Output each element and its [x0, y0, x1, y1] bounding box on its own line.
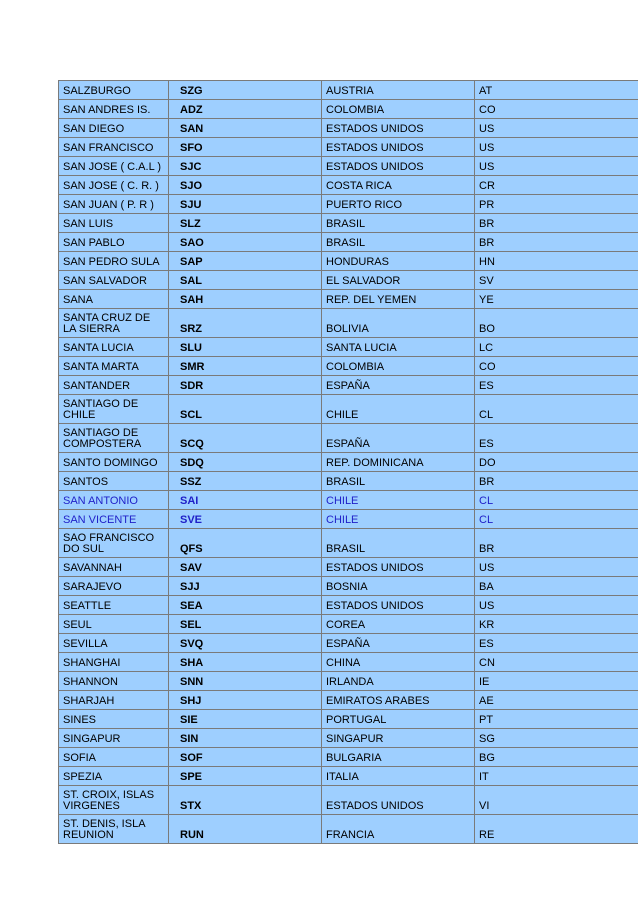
city-cell: SHANGHAI: [59, 653, 169, 672]
country-cell: ESTADOS UNIDOS: [322, 119, 475, 138]
iso-code-cell: BO: [475, 309, 638, 338]
airport-code-cell: SMR: [169, 357, 322, 376]
airport-code-cell: SJU: [169, 195, 322, 214]
iso-code-cell: DO: [475, 453, 638, 472]
city-cell: SINES: [59, 710, 169, 729]
country-cell: COLOMBIA: [322, 100, 475, 119]
city-cell: ST. CROIX, ISLAS VIRGENES: [59, 786, 169, 815]
city-cell: SAN JOSE ( C. R. ): [59, 176, 169, 195]
city-cell: SANTIAGO DE CHILE: [59, 395, 169, 424]
city-cell: SANTANDER: [59, 376, 169, 395]
airport-code-cell: RUN: [169, 815, 322, 844]
airport-code-cell: SAO: [169, 233, 322, 252]
city-cell: SANTO DOMINGO: [59, 453, 169, 472]
airport-code-cell: SAL: [169, 271, 322, 290]
table-row: [59, 615, 638, 634]
country-cell: BRASIL: [322, 233, 475, 252]
airport-code-cell: SRZ: [169, 309, 322, 338]
city-cell: SAN ANDRES IS.: [59, 100, 169, 119]
country-cell: FRANCIA: [322, 815, 475, 844]
city-cell: SALZBURGO: [59, 81, 169, 100]
iso-code-cell: BA: [475, 577, 638, 596]
country-cell: ESTADOS UNIDOS: [322, 596, 475, 615]
country-cell: CHILE: [322, 510, 475, 529]
airport-code-cell: SSZ: [169, 472, 322, 491]
table-row: [59, 577, 638, 596]
iso-code-cell: CL: [475, 395, 638, 424]
country-cell: ESPAÑA: [322, 376, 475, 395]
city-cell: SAN JUAN ( P. R ): [59, 195, 169, 214]
country-cell: BRASIL: [322, 529, 475, 558]
iso-code-cell: CO: [475, 100, 638, 119]
table-row: [59, 691, 638, 710]
iso-code-cell: US: [475, 119, 638, 138]
iso-code-cell: HN: [475, 252, 638, 271]
city-cell: SAN FRANCISCO: [59, 138, 169, 157]
table-row: [59, 357, 638, 376]
table-row: [59, 815, 638, 844]
city-cell: SHARJAH: [59, 691, 169, 710]
iso-code-cell: KR: [475, 615, 638, 634]
city-cell: SAN VICENTE: [59, 510, 169, 529]
airport-code-cell: STX: [169, 786, 322, 815]
city-cell: SANTA MARTA: [59, 357, 169, 376]
city-cell: SPEZIA: [59, 767, 169, 786]
airport-code-cell: SIE: [169, 710, 322, 729]
airport-code-cell: SLU: [169, 338, 322, 357]
airport-code-cell: SHJ: [169, 691, 322, 710]
country-cell: REP. DEL YEMEN: [322, 290, 475, 309]
airport-code-cell: SAP: [169, 252, 322, 271]
city-cell: SANA: [59, 290, 169, 309]
airport-code-cell: QFS: [169, 529, 322, 558]
country-cell: HONDURAS: [322, 252, 475, 271]
city-cell: SEUL: [59, 615, 169, 634]
airport-code-cell: SDR: [169, 376, 322, 395]
city-cell: SEATTLE: [59, 596, 169, 615]
iso-code-cell: BR: [475, 529, 638, 558]
table-row: [59, 786, 638, 815]
iso-code-cell: AE: [475, 691, 638, 710]
iso-code-cell: US: [475, 596, 638, 615]
airport-code-cell: ADZ: [169, 100, 322, 119]
country-cell: ESTADOS UNIDOS: [322, 157, 475, 176]
city-cell: SAVANNAH: [59, 558, 169, 577]
city-cell: SAN DIEGO: [59, 119, 169, 138]
iso-code-cell: CR: [475, 176, 638, 195]
country-cell: EMIRATOS ARABES: [322, 691, 475, 710]
country-cell: SINGAPUR: [322, 729, 475, 748]
country-cell: CHINA: [322, 653, 475, 672]
city-cell: SANTIAGO DE COMPOSTERA: [59, 424, 169, 453]
city-cell: SARAJEVO: [59, 577, 169, 596]
country-cell: PORTUGAL: [322, 710, 475, 729]
table-row: [59, 338, 638, 357]
table-row: [59, 176, 638, 195]
country-cell: ESTADOS UNIDOS: [322, 558, 475, 577]
city-cell: SAN JOSE ( C.A.L ): [59, 157, 169, 176]
airport-code-cell: SEA: [169, 596, 322, 615]
iso-code-cell: BR: [475, 472, 638, 491]
airport-codes-table: [58, 80, 638, 844]
iso-code-cell: BR: [475, 233, 638, 252]
iso-code-cell: LC: [475, 338, 638, 357]
airport-code-cell: SAI: [169, 491, 322, 510]
airport-code-cell: SAN: [169, 119, 322, 138]
table-row: [59, 529, 638, 558]
country-cell: COLOMBIA: [322, 357, 475, 376]
iso-code-cell: ES: [475, 424, 638, 453]
city-cell: SAN PEDRO SULA: [59, 252, 169, 271]
airport-code-cell: SOF: [169, 748, 322, 767]
city-cell: SAN SALVADOR: [59, 271, 169, 290]
country-cell: REP. DOMINICANA: [322, 453, 475, 472]
city-cell: SEVILLA: [59, 634, 169, 653]
iso-code-cell: SG: [475, 729, 638, 748]
table-body: [59, 81, 638, 844]
iso-code-cell: US: [475, 138, 638, 157]
table-row: [59, 252, 638, 271]
table-row: [59, 672, 638, 691]
city-cell: SANTA LUCIA: [59, 338, 169, 357]
table-row: [59, 729, 638, 748]
airport-code-cell: SZG: [169, 81, 322, 100]
country-cell: CHILE: [322, 395, 475, 424]
country-cell: ESTADOS UNIDOS: [322, 786, 475, 815]
table-row: [59, 309, 638, 338]
iso-code-cell: IE: [475, 672, 638, 691]
country-cell: COREA: [322, 615, 475, 634]
table-row: [59, 510, 638, 529]
city-cell: SAN ANTONIO: [59, 491, 169, 510]
country-cell: BOLIVIA: [322, 309, 475, 338]
city-cell: SINGAPUR: [59, 729, 169, 748]
city-cell: SAO FRANCISCO DO SUL: [59, 529, 169, 558]
country-cell: SANTA LUCIA: [322, 338, 475, 357]
city-cell: SANTA CRUZ DE LA SIERRA: [59, 309, 169, 338]
country-cell: ESTADOS UNIDOS: [322, 138, 475, 157]
airport-code-cell: SEL: [169, 615, 322, 634]
country-cell: PUERTO RICO: [322, 195, 475, 214]
iso-code-cell: US: [475, 157, 638, 176]
table-row: [59, 119, 638, 138]
country-cell: BRASIL: [322, 472, 475, 491]
airport-code-cell: SAH: [169, 290, 322, 309]
airport-code-cell: SLZ: [169, 214, 322, 233]
iso-code-cell: YE: [475, 290, 638, 309]
table-row: [59, 767, 638, 786]
city-cell: SOFIA: [59, 748, 169, 767]
table-row: [59, 653, 638, 672]
city-cell: SHANNON: [59, 672, 169, 691]
table-row: [59, 453, 638, 472]
airport-code-cell: SJO: [169, 176, 322, 195]
iso-code-cell: CL: [475, 491, 638, 510]
country-cell: ESPAÑA: [322, 634, 475, 653]
table-row: [59, 100, 638, 119]
airport-code-cell: SFO: [169, 138, 322, 157]
country-cell: COSTA RICA: [322, 176, 475, 195]
iso-code-cell: BG: [475, 748, 638, 767]
country-cell: BULGARIA: [322, 748, 475, 767]
table-row: [59, 395, 638, 424]
iso-code-cell: CL: [475, 510, 638, 529]
table-row: [59, 634, 638, 653]
table-row: [59, 271, 638, 290]
iso-code-cell: BR: [475, 214, 638, 233]
iso-code-cell: CO: [475, 357, 638, 376]
table-row: [59, 81, 638, 100]
table-row: [59, 138, 638, 157]
country-cell: IRLANDA: [322, 672, 475, 691]
airport-code-cell: SVQ: [169, 634, 322, 653]
country-cell: AUSTRIA: [322, 81, 475, 100]
table-row: [59, 558, 638, 577]
iso-code-cell: AT: [475, 81, 638, 100]
iso-code-cell: PT: [475, 710, 638, 729]
iso-code-cell: ES: [475, 634, 638, 653]
city-cell: ST. DENIS, ISLA REUNION: [59, 815, 169, 844]
iso-code-cell: US: [475, 558, 638, 577]
iso-code-cell: ES: [475, 376, 638, 395]
country-cell: ITALIA: [322, 767, 475, 786]
iso-code-cell: CN: [475, 653, 638, 672]
airport-code-cell: SCL: [169, 395, 322, 424]
table-row: [59, 424, 638, 453]
table-row: [59, 195, 638, 214]
airport-code-cell: SJC: [169, 157, 322, 176]
city-cell: SAN LUIS: [59, 214, 169, 233]
airport-code-cell: SCQ: [169, 424, 322, 453]
airport-code-cell: SPE: [169, 767, 322, 786]
table-row: [59, 376, 638, 395]
iso-code-cell: IT: [475, 767, 638, 786]
table-row: [59, 710, 638, 729]
airport-code-cell: SIN: [169, 729, 322, 748]
table-row: [59, 290, 638, 309]
country-cell: ESPAÑA: [322, 424, 475, 453]
airport-code-cell: SDQ: [169, 453, 322, 472]
airport-code-cell: SHA: [169, 653, 322, 672]
city-cell: SANTOS: [59, 472, 169, 491]
table-row: [59, 472, 638, 491]
table-row: [59, 157, 638, 176]
airport-code-cell: SAV: [169, 558, 322, 577]
table-row: [59, 491, 638, 510]
airport-code-cell: SVE: [169, 510, 322, 529]
airport-code-cell: SJJ: [169, 577, 322, 596]
iso-code-cell: PR: [475, 195, 638, 214]
country-cell: BRASIL: [322, 214, 475, 233]
table-row: [59, 596, 638, 615]
city-cell: SAN PABLO: [59, 233, 169, 252]
table-row: [59, 233, 638, 252]
country-cell: CHILE: [322, 491, 475, 510]
table-row: [59, 748, 638, 767]
table-row: [59, 214, 638, 233]
country-cell: EL SALVADOR: [322, 271, 475, 290]
iso-code-cell: RE: [475, 815, 638, 844]
iso-code-cell: SV: [475, 271, 638, 290]
country-cell: BOSNIA: [322, 577, 475, 596]
iso-code-cell: VI: [475, 786, 638, 815]
airport-code-cell: SNN: [169, 672, 322, 691]
